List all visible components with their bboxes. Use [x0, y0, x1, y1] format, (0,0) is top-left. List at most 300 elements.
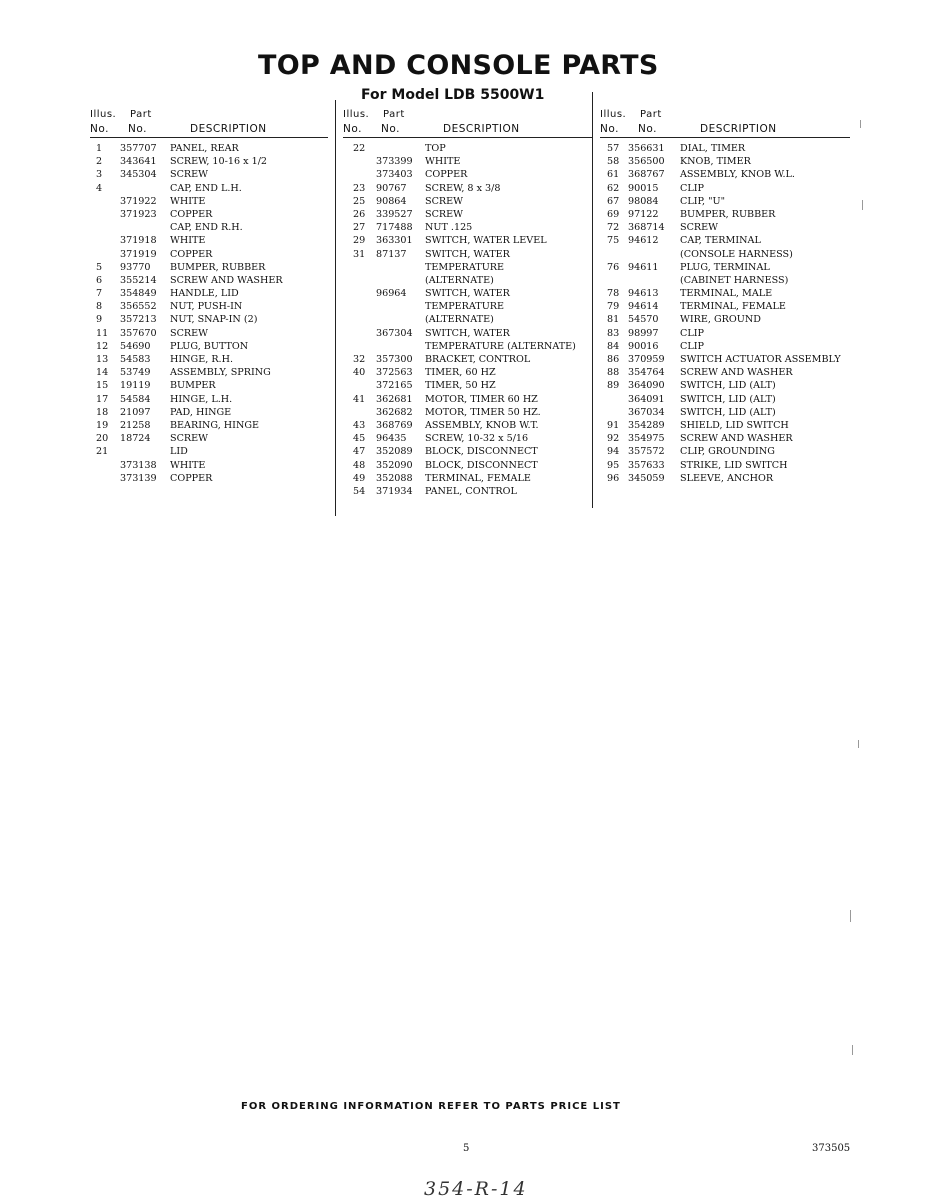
part-description: SWITCH, WATER LEVEL	[425, 235, 547, 247]
part-description: STRIKE, LID SWITCH	[680, 459, 788, 471]
part-number: 96964	[376, 288, 407, 300]
part-number: 87137	[376, 248, 407, 260]
part-number: 368714	[628, 222, 665, 234]
parts-row	[90, 393, 328, 406]
illus-number: 1	[96, 143, 103, 154]
part-number: 367304	[376, 327, 413, 339]
parts-row	[343, 327, 592, 340]
part-number: 354849	[120, 288, 157, 300]
part-number: 94611	[628, 261, 659, 273]
illus-number: 17	[96, 393, 109, 405]
parts-row	[343, 287, 592, 300]
column-header	[343, 107, 592, 137]
illus-header-bottom: No.	[90, 123, 109, 135]
parts-row	[343, 155, 592, 168]
part-number: 345304	[120, 169, 157, 181]
illus-number: 45	[353, 433, 366, 445]
illus-number: 47	[353, 446, 366, 458]
scan-speck	[852, 1045, 853, 1055]
parts-row	[600, 313, 850, 326]
part-description: SCREW, 8 x 3/8	[425, 182, 501, 194]
parts-row	[600, 155, 850, 168]
part-description: SWITCH, LID (ALT)	[680, 380, 776, 392]
illus-number: 84	[607, 340, 620, 352]
part-description: TOP	[425, 143, 446, 154]
parts-row	[343, 406, 592, 419]
part-description: CLIP	[680, 340, 704, 352]
illus-number: 88	[607, 367, 620, 379]
part-number: 363301	[376, 235, 413, 247]
parts-row	[343, 353, 592, 366]
part-number: 356631	[628, 143, 665, 154]
part-number: 371923	[120, 208, 157, 220]
part-description: WHITE	[170, 235, 206, 247]
part-description: SLEEVE, ANCHOR	[680, 472, 774, 484]
parts-row	[600, 287, 850, 300]
parts-row	[343, 445, 592, 458]
part-number: 362682	[376, 406, 413, 418]
parts-row	[343, 142, 592, 155]
illus-number: 95	[607, 459, 620, 471]
part-number: 368767	[628, 169, 665, 181]
part-description: PLUG, BUTTON	[170, 340, 249, 352]
part-number: 354289	[628, 419, 665, 431]
part-description: BRACKET, CONTROL	[425, 354, 531, 365]
part-number: 339527	[376, 208, 413, 220]
scan-speck	[860, 120, 861, 128]
part-number: 364090	[628, 380, 665, 392]
parts-row	[343, 300, 592, 313]
part-description: WHITE	[170, 459, 206, 471]
part-number: 357707	[120, 143, 157, 154]
illus-number: 94	[607, 446, 620, 458]
illus-number: 15	[96, 380, 109, 392]
illus-number: 27	[353, 222, 366, 234]
illus-number: 96	[607, 472, 620, 484]
part-number: 370959	[628, 354, 665, 365]
part-description: BUMPER	[170, 380, 216, 392]
part-description: CAP, TERMINAL	[680, 235, 761, 247]
part-description: TEMPERATURE	[425, 261, 505, 273]
part-number: 367034	[628, 406, 665, 418]
parts-row	[600, 445, 850, 458]
part-number: 371918	[120, 235, 157, 247]
part-description: (ALTERNATE)	[425, 274, 494, 286]
part-description: SCREW	[680, 222, 719, 234]
part-header-bottom: No.	[381, 123, 400, 135]
part-description: SWITCH, LID (ALT)	[680, 406, 776, 418]
parts-row	[90, 155, 328, 168]
illus-number: 54	[353, 485, 366, 497]
part-number: 93770	[120, 261, 151, 273]
part-description: ASSEMBLY, SPRING	[170, 367, 271, 379]
part-header-bottom: No.	[128, 123, 147, 135]
illus-number: 19	[96, 419, 109, 431]
part-number: 19119	[120, 380, 151, 392]
part-number: 357633	[628, 459, 665, 471]
part-description: MOTOR, TIMER 50 HZ.	[425, 406, 541, 418]
parts-row	[343, 419, 592, 432]
parts-row	[343, 366, 592, 379]
illus-number: 76	[607, 261, 620, 273]
part-number: 357572	[628, 446, 665, 458]
part-description: PLUG, TERMINAL	[680, 261, 770, 273]
part-number: 362681	[376, 393, 413, 405]
part-header-top: Part	[640, 109, 662, 120]
parts-column-3	[600, 107, 850, 485]
illus-header-top: Illus.	[600, 109, 627, 120]
illus-number: 86	[607, 354, 620, 365]
parts-row	[343, 472, 592, 485]
parts-row	[90, 353, 328, 366]
illus-number: 79	[607, 301, 620, 313]
parts-row	[90, 274, 328, 287]
header-rule	[343, 137, 592, 138]
column-header	[600, 107, 850, 137]
part-description: WIRE, GROUND	[680, 314, 761, 326]
illus-number: 41	[353, 393, 366, 405]
part-description: COPPER	[425, 169, 468, 181]
part-description: BLOCK, DISCONNECT	[425, 459, 538, 471]
part-description: CLIP, "U"	[680, 195, 726, 207]
illus-header-bottom: No.	[600, 123, 619, 135]
page-number: 5	[463, 1143, 470, 1154]
parts-row	[600, 195, 850, 208]
parts-list	[90, 142, 328, 485]
part-description: NUT, PUSH-IN	[170, 301, 243, 313]
part-description: HANDLE, LID	[170, 288, 239, 300]
parts-row	[90, 419, 328, 432]
parts-row	[600, 472, 850, 485]
parts-row	[600, 142, 850, 155]
parts-row	[600, 432, 850, 445]
illus-number: 92	[607, 433, 620, 445]
part-description: SCREW, 10-16 x 1/2	[170, 156, 268, 168]
part-number: 364091	[628, 393, 665, 405]
part-number: 356500	[628, 156, 665, 168]
parts-row	[90, 406, 328, 419]
part-description: WHITE	[425, 156, 461, 168]
part-number: 53749	[120, 367, 151, 379]
part-description: SCREW	[170, 327, 209, 339]
part-description: LID	[170, 446, 188, 458]
part-description: CLIP, GROUNDING	[680, 446, 775, 458]
part-description: PAD, HINGE	[170, 406, 232, 418]
parts-row	[90, 261, 328, 274]
parts-row	[90, 445, 328, 458]
parts-row	[343, 393, 592, 406]
illus-number: 89	[607, 380, 620, 392]
parts-row	[343, 379, 592, 392]
parts-row	[600, 248, 850, 261]
illus-number: 2	[96, 156, 103, 168]
part-description: PANEL, REAR	[170, 143, 239, 154]
parts-row	[600, 221, 850, 234]
parts-row	[90, 142, 328, 155]
parts-row	[90, 313, 328, 326]
part-description: HINGE, R.H.	[170, 354, 234, 365]
illus-number: 31	[353, 248, 366, 260]
part-description: ASSEMBLY, KNOB W.L.	[680, 169, 795, 181]
part-number: 54570	[628, 314, 659, 326]
part-description: SCREW AND WASHER	[170, 274, 283, 286]
part-description: MOTOR, TIMER 60 HZ	[425, 393, 538, 405]
part-number: 352089	[376, 446, 413, 458]
parts-row	[343, 234, 592, 247]
part-number: 373138	[120, 459, 157, 471]
part-number: 90016	[628, 340, 659, 352]
part-number: 354764	[628, 367, 665, 379]
part-number: 368769	[376, 419, 413, 431]
parts-row	[90, 248, 328, 261]
illus-number: 32	[353, 354, 366, 365]
illus-number: 69	[607, 208, 620, 220]
parts-row	[600, 366, 850, 379]
scan-speck	[862, 200, 863, 210]
parts-row	[343, 221, 592, 234]
part-description: SCREW	[170, 169, 209, 181]
description-header: DESCRIPTION	[190, 123, 267, 135]
part-description: KNOB, TIMER	[680, 156, 751, 168]
illus-header-bottom: No.	[343, 123, 362, 135]
part-number: 371922	[120, 195, 157, 207]
part-description: BUMPER, RUBBER	[680, 208, 776, 220]
scan-speck	[850, 910, 851, 922]
part-description: CLIP	[680, 182, 704, 194]
parts-row	[600, 419, 850, 432]
parts-row	[90, 366, 328, 379]
parts-row	[600, 234, 850, 247]
parts-row	[343, 261, 592, 274]
part-number: 717488	[376, 222, 413, 234]
part-header-top: Part	[383, 109, 405, 120]
parts-row	[343, 208, 592, 221]
illus-number: 61	[607, 169, 620, 181]
illus-number: 43	[353, 419, 366, 431]
illus-number: 22	[353, 143, 366, 154]
header-rule	[600, 137, 850, 138]
part-number: 345059	[628, 472, 665, 484]
description-header: DESCRIPTION	[700, 123, 777, 135]
part-description: (ALTERNATE)	[425, 314, 494, 326]
parts-row	[343, 432, 592, 445]
parts-row	[343, 168, 592, 181]
part-number: 357213	[120, 314, 157, 326]
part-number: 21097	[120, 406, 151, 418]
part-header-top: Part	[130, 109, 152, 120]
illus-number: 83	[607, 327, 620, 339]
illus-number: 67	[607, 195, 620, 207]
parts-row	[600, 182, 850, 195]
column-divider	[335, 100, 336, 516]
part-number: 90864	[376, 195, 407, 207]
parts-row	[600, 459, 850, 472]
parts-row	[600, 406, 850, 419]
illus-number: 72	[607, 222, 620, 234]
parts-row	[343, 485, 592, 498]
illus-number: 48	[353, 459, 366, 471]
illus-number: 49	[353, 472, 366, 484]
part-description: (CABINET HARNESS)	[680, 274, 789, 286]
part-description: SCREW AND WASHER	[680, 367, 793, 379]
part-number: 352088	[376, 472, 413, 484]
part-number: 97122	[628, 208, 659, 220]
parts-row	[90, 472, 328, 485]
part-number: 352090	[376, 459, 413, 471]
illus-number: 40	[353, 367, 366, 379]
ordering-info-note: FOR ORDERING INFORMATION REFER TO PARTS PRICE LIST	[241, 1101, 621, 1112]
parts-row	[90, 379, 328, 392]
part-description: COPPER	[170, 472, 213, 484]
parts-column-2	[343, 107, 592, 498]
part-number: 98084	[628, 195, 659, 207]
parts-row	[90, 221, 328, 234]
illus-number: 26	[353, 208, 366, 220]
illus-header-top: Illus.	[90, 109, 117, 120]
parts-row	[90, 459, 328, 472]
parts-row	[90, 182, 328, 195]
parts-row	[600, 208, 850, 221]
page-title: TOP AND CONSOLE PARTS	[258, 50, 659, 81]
part-description: SCREW, 10-32 x 5/16	[425, 433, 529, 445]
parts-row	[90, 327, 328, 340]
part-description: BUMPER, RUBBER	[170, 261, 266, 273]
part-number: 21258	[120, 419, 151, 431]
illus-number: 62	[607, 182, 620, 194]
illus-number: 18	[96, 406, 109, 418]
part-number: 94614	[628, 301, 659, 313]
parts-row	[90, 340, 328, 353]
parts-row	[90, 234, 328, 247]
parts-row	[90, 287, 328, 300]
illus-number: 5	[96, 261, 103, 273]
part-number: 90767	[376, 182, 407, 194]
part-description: PANEL, CONTROL	[425, 485, 517, 497]
part-number: 356552	[120, 301, 157, 313]
part-number: 18724	[120, 433, 151, 445]
part-description: SHIELD, LID SWITCH	[680, 419, 789, 431]
part-header-bottom: No.	[638, 123, 657, 135]
part-description: WHITE	[170, 195, 206, 207]
part-number: 357670	[120, 327, 157, 339]
parts-list	[600, 142, 850, 485]
illus-number: 25	[353, 195, 366, 207]
description-header: DESCRIPTION	[443, 123, 520, 135]
handwritten-note: 354-R-14	[424, 1178, 528, 1200]
parts-row	[600, 340, 850, 353]
part-number: 98997	[628, 327, 659, 339]
part-number: 357300	[376, 354, 413, 365]
part-number: 373139	[120, 472, 157, 484]
illus-number: 91	[607, 419, 620, 431]
part-number: 94613	[628, 288, 659, 300]
part-description: SWITCH ACTUATOR ASSEMBLY	[680, 354, 841, 365]
parts-row	[343, 459, 592, 472]
illus-number: 14	[96, 367, 109, 379]
parts-row	[600, 274, 850, 287]
illus-number: 11	[96, 327, 109, 339]
part-description: TERMINAL, FEMALE	[425, 472, 531, 484]
parts-row	[90, 208, 328, 221]
part-number: 90015	[628, 182, 659, 194]
part-description: CAP, END R.H.	[170, 222, 243, 234]
illus-number: 81	[607, 314, 620, 326]
illus-number: 21	[96, 446, 109, 458]
part-description: HINGE, L.H.	[170, 393, 233, 405]
parts-row	[343, 195, 592, 208]
parts-list	[343, 142, 592, 498]
part-number: 371919	[120, 248, 157, 260]
part-description: SCREW AND WASHER	[680, 433, 793, 445]
part-description: SWITCH, WATER	[425, 327, 510, 339]
illus-number: 58	[607, 156, 620, 168]
parts-row	[343, 182, 592, 195]
illus-number: 57	[607, 143, 620, 154]
part-number: 373399	[376, 156, 413, 168]
column-header	[90, 107, 328, 137]
illus-number: 8	[96, 301, 103, 313]
part-number: 94612	[628, 235, 659, 247]
part-description: TERMINAL, FEMALE	[680, 301, 786, 313]
parts-row	[90, 168, 328, 181]
part-number: 373403	[376, 169, 413, 181]
part-number: 355214	[120, 274, 157, 286]
part-description: ASSEMBLY, KNOB W.T.	[425, 419, 539, 431]
parts-row	[343, 248, 592, 261]
parts-row	[600, 300, 850, 313]
parts-row	[600, 261, 850, 274]
document-code: 373505	[812, 1143, 851, 1154]
part-description: SWITCH, LID (ALT)	[680, 393, 776, 405]
part-description: SCREW	[425, 195, 464, 207]
part-description: COPPER	[170, 248, 213, 260]
column-divider	[592, 92, 593, 508]
part-description: COPPER	[170, 208, 213, 220]
parts-row	[90, 432, 328, 445]
illus-number: 9	[96, 314, 103, 326]
parts-row	[343, 274, 592, 287]
parts-row	[600, 168, 850, 181]
illus-number: 3	[96, 169, 103, 181]
part-number: 372563	[376, 367, 413, 379]
part-description: BEARING, HINGE	[170, 419, 260, 431]
part-description: TIMER, 50 HZ	[425, 380, 496, 392]
part-description: CAP, END L.H.	[170, 182, 242, 194]
part-description: CLIP	[680, 327, 704, 339]
parts-row	[90, 195, 328, 208]
illus-header-top: Illus.	[343, 109, 370, 120]
part-description: NUT, SNAP-IN (2)	[170, 314, 258, 326]
part-number: 96435	[376, 433, 407, 445]
illus-number: 6	[96, 274, 103, 286]
illus-number: 13	[96, 354, 109, 365]
parts-row	[600, 353, 850, 366]
part-description: NUT .125	[425, 222, 473, 234]
illus-number: 23	[353, 182, 366, 194]
part-description: DIAL, TIMER	[680, 143, 746, 154]
part-description: TIMER, 60 HZ	[425, 367, 496, 379]
part-number: 343641	[120, 156, 157, 168]
illus-number: 29	[353, 235, 366, 247]
part-description: BLOCK, DISCONNECT	[425, 446, 538, 458]
part-number: 371934	[376, 485, 413, 497]
illus-number: 12	[96, 340, 109, 352]
parts-row	[600, 393, 850, 406]
parts-row	[343, 340, 592, 353]
parts-column-1	[90, 107, 328, 485]
illus-number: 7	[96, 288, 103, 300]
part-description: SCREW	[425, 208, 464, 220]
